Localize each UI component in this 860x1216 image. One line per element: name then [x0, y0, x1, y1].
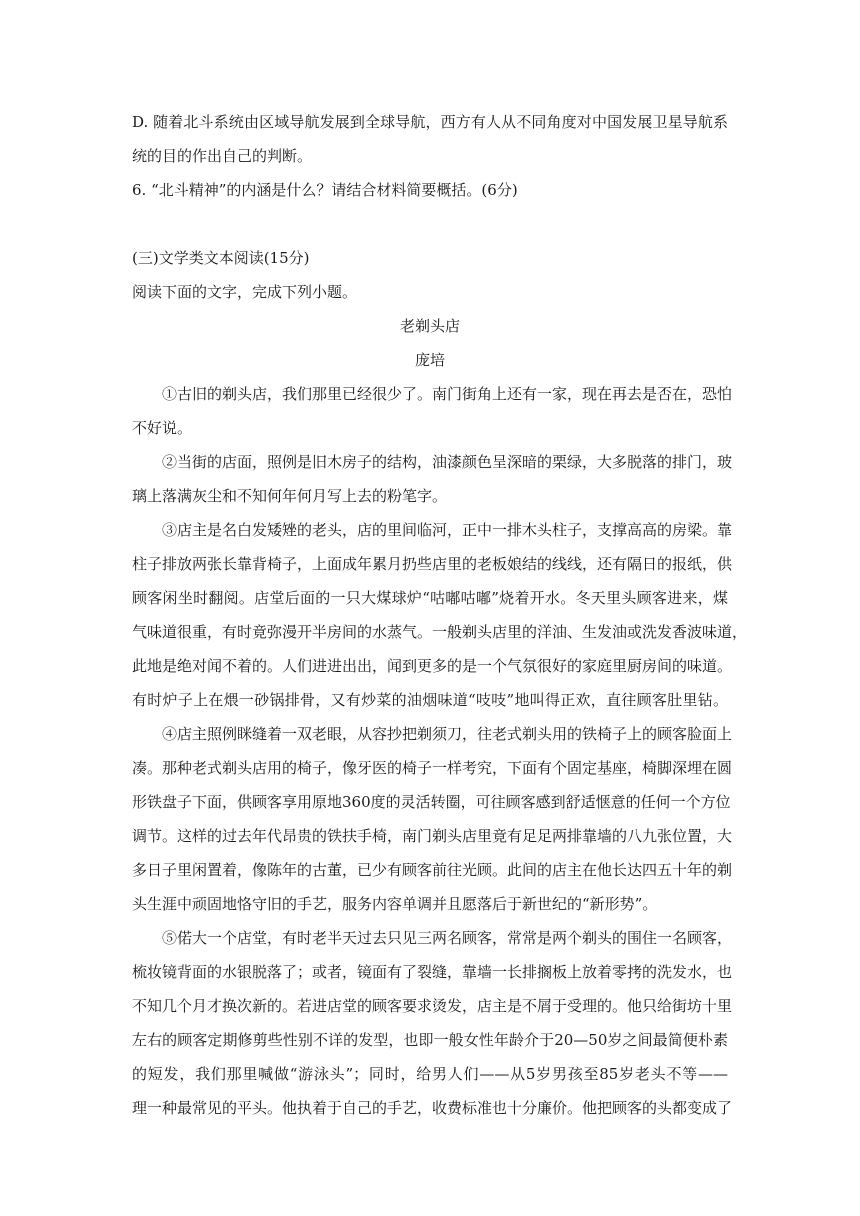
- paragraph-3-line-1: ③店主是名白发矮矬的老头，店的里间临河，正中一排木头柱子，支撑高高的房梁。靠: [162, 521, 733, 539]
- question-6: 6. “北斗精神”的内涵是什么？请结合材料简要概括。(6分): [132, 181, 518, 199]
- paragraph-4-line-4: 调节。这样的过去年代昂贵的铁扶手椅，南门剃头店里竟有足足两排靠墙的八九张位置，大: [132, 827, 733, 845]
- paragraph-5-line-2: 梳妆镜背面的水银脱落了；或者，镜面有了裂缝，靠墙一长排搁板上放着零拷的洗发水，也: [132, 963, 733, 981]
- paragraph-2-line-1: ②当街的店面，照例是旧木房子的结构，油漆颜色呈深暗的栗绿，大多脱落的排门，玻: [162, 453, 733, 471]
- article-author: 庞培: [414, 351, 445, 369]
- paragraph-5-line-3: 不知几个月才换次新的。若进店堂的顾客要求烫发，店主是不屑于受理的。他只给街坊十里: [132, 997, 733, 1015]
- paragraph-4-line-1: ④店主照例眯缝着一双老眼，从容抄把剃须刀，往老式剃头用的铁椅子上的顾客脸面上: [162, 725, 733, 743]
- paragraph-3-line-6: 有时炉子上在煨一砂锅排骨，又有炒菜的油烟味道“吱吱”地叫得正欢，直往顾客肚里钻。: [132, 691, 728, 709]
- paragraph-3-line-2: 柱子排放两张长靠背椅子，上面成年累月扔些店里的老板娘结的线线，还有隔日的报纸，供: [132, 555, 733, 573]
- paragraph-3-line-4: 气味道很重，有时竟弥漫开半房间的水蒸气。一般剃头店里的洋油、生发油或洗发香波味道，: [132, 623, 748, 641]
- paragraph-1-line-2: 不好说。: [132, 419, 193, 437]
- question-d-line-1: D. 随着北斗系统由区域导航发展到全球导航，西方有人从不同角度对中国发展卫星导航系: [132, 113, 728, 131]
- paragraph-5-line-6: 理一种最常见的平头。他执着于自己的手艺，收费标准也十分廉价。他把顾客的头都变成了: [132, 1099, 733, 1117]
- instruction: 阅读下面的文字，完成下列小题。: [132, 283, 358, 301]
- paragraph-5-line-4: 左右的顾客定期修剪些性别不详的发型，也即一般女性年龄介于20—50岁之间最简便朴素: [132, 1031, 728, 1049]
- question-d-line-2: 统的目的作出自己的判断。: [132, 147, 313, 165]
- paragraph-5-line-1: ⑤偌大一个店堂，有时老半天过去只见三两名顾客，常常是两个剃头的围住一名顾客，: [162, 929, 733, 947]
- paragraph-4-line-3: 形铁盘子下面，供顾客享用原地360度的灵活转圈，可往顾客感到舒适惬意的任何一个方位: [132, 793, 731, 811]
- article-title: 老剃头店: [399, 317, 460, 335]
- paragraph-4-line-6: 头生涯中顽固地恪守旧的手艺，服务内容单调并且愿落后于新世纪的“新形势”。: [132, 895, 658, 913]
- paragraph-2-line-2: 璃上落满灰尘和不知何年何月写上去的粉笔字。: [132, 487, 448, 505]
- paragraph-3-line-3: 顾客闲坐时翻阅。店堂后面的一只大煤球炉“咕嘟咕嘟”烧着开水。冬天里头顾客进来，煤: [132, 589, 728, 607]
- paragraph-3-line-5: 此地是绝对闻不着的。人们进进出出，闻到更多的是一个气氛很好的家庭里厨房间的味道。: [132, 657, 733, 675]
- paragraph-4-line-5: 多日子里闲置着，像陈年的古董，已少有顾客前往光顾。此间的店主在他长达四五十年的剃: [132, 861, 733, 879]
- paragraph-1-line-1: ①古旧的剃头店，我们那里已经很少了。南门街角上还有一家，现在再去是否在，恐怕: [162, 385, 733, 403]
- paragraph-5-line-5: 的短发，我们那里喊做“游泳头”；同时，给男人们——从5岁男孩至85岁老头不等——: [132, 1065, 728, 1083]
- paragraph-4-line-2: 凑。那种老式剃头店用的椅子，像牙医的椅子一样考究，下面有个固定基座，椅脚深埋在圆: [132, 759, 733, 777]
- section-title: (三)文学类文本阅读(15分): [132, 249, 310, 267]
